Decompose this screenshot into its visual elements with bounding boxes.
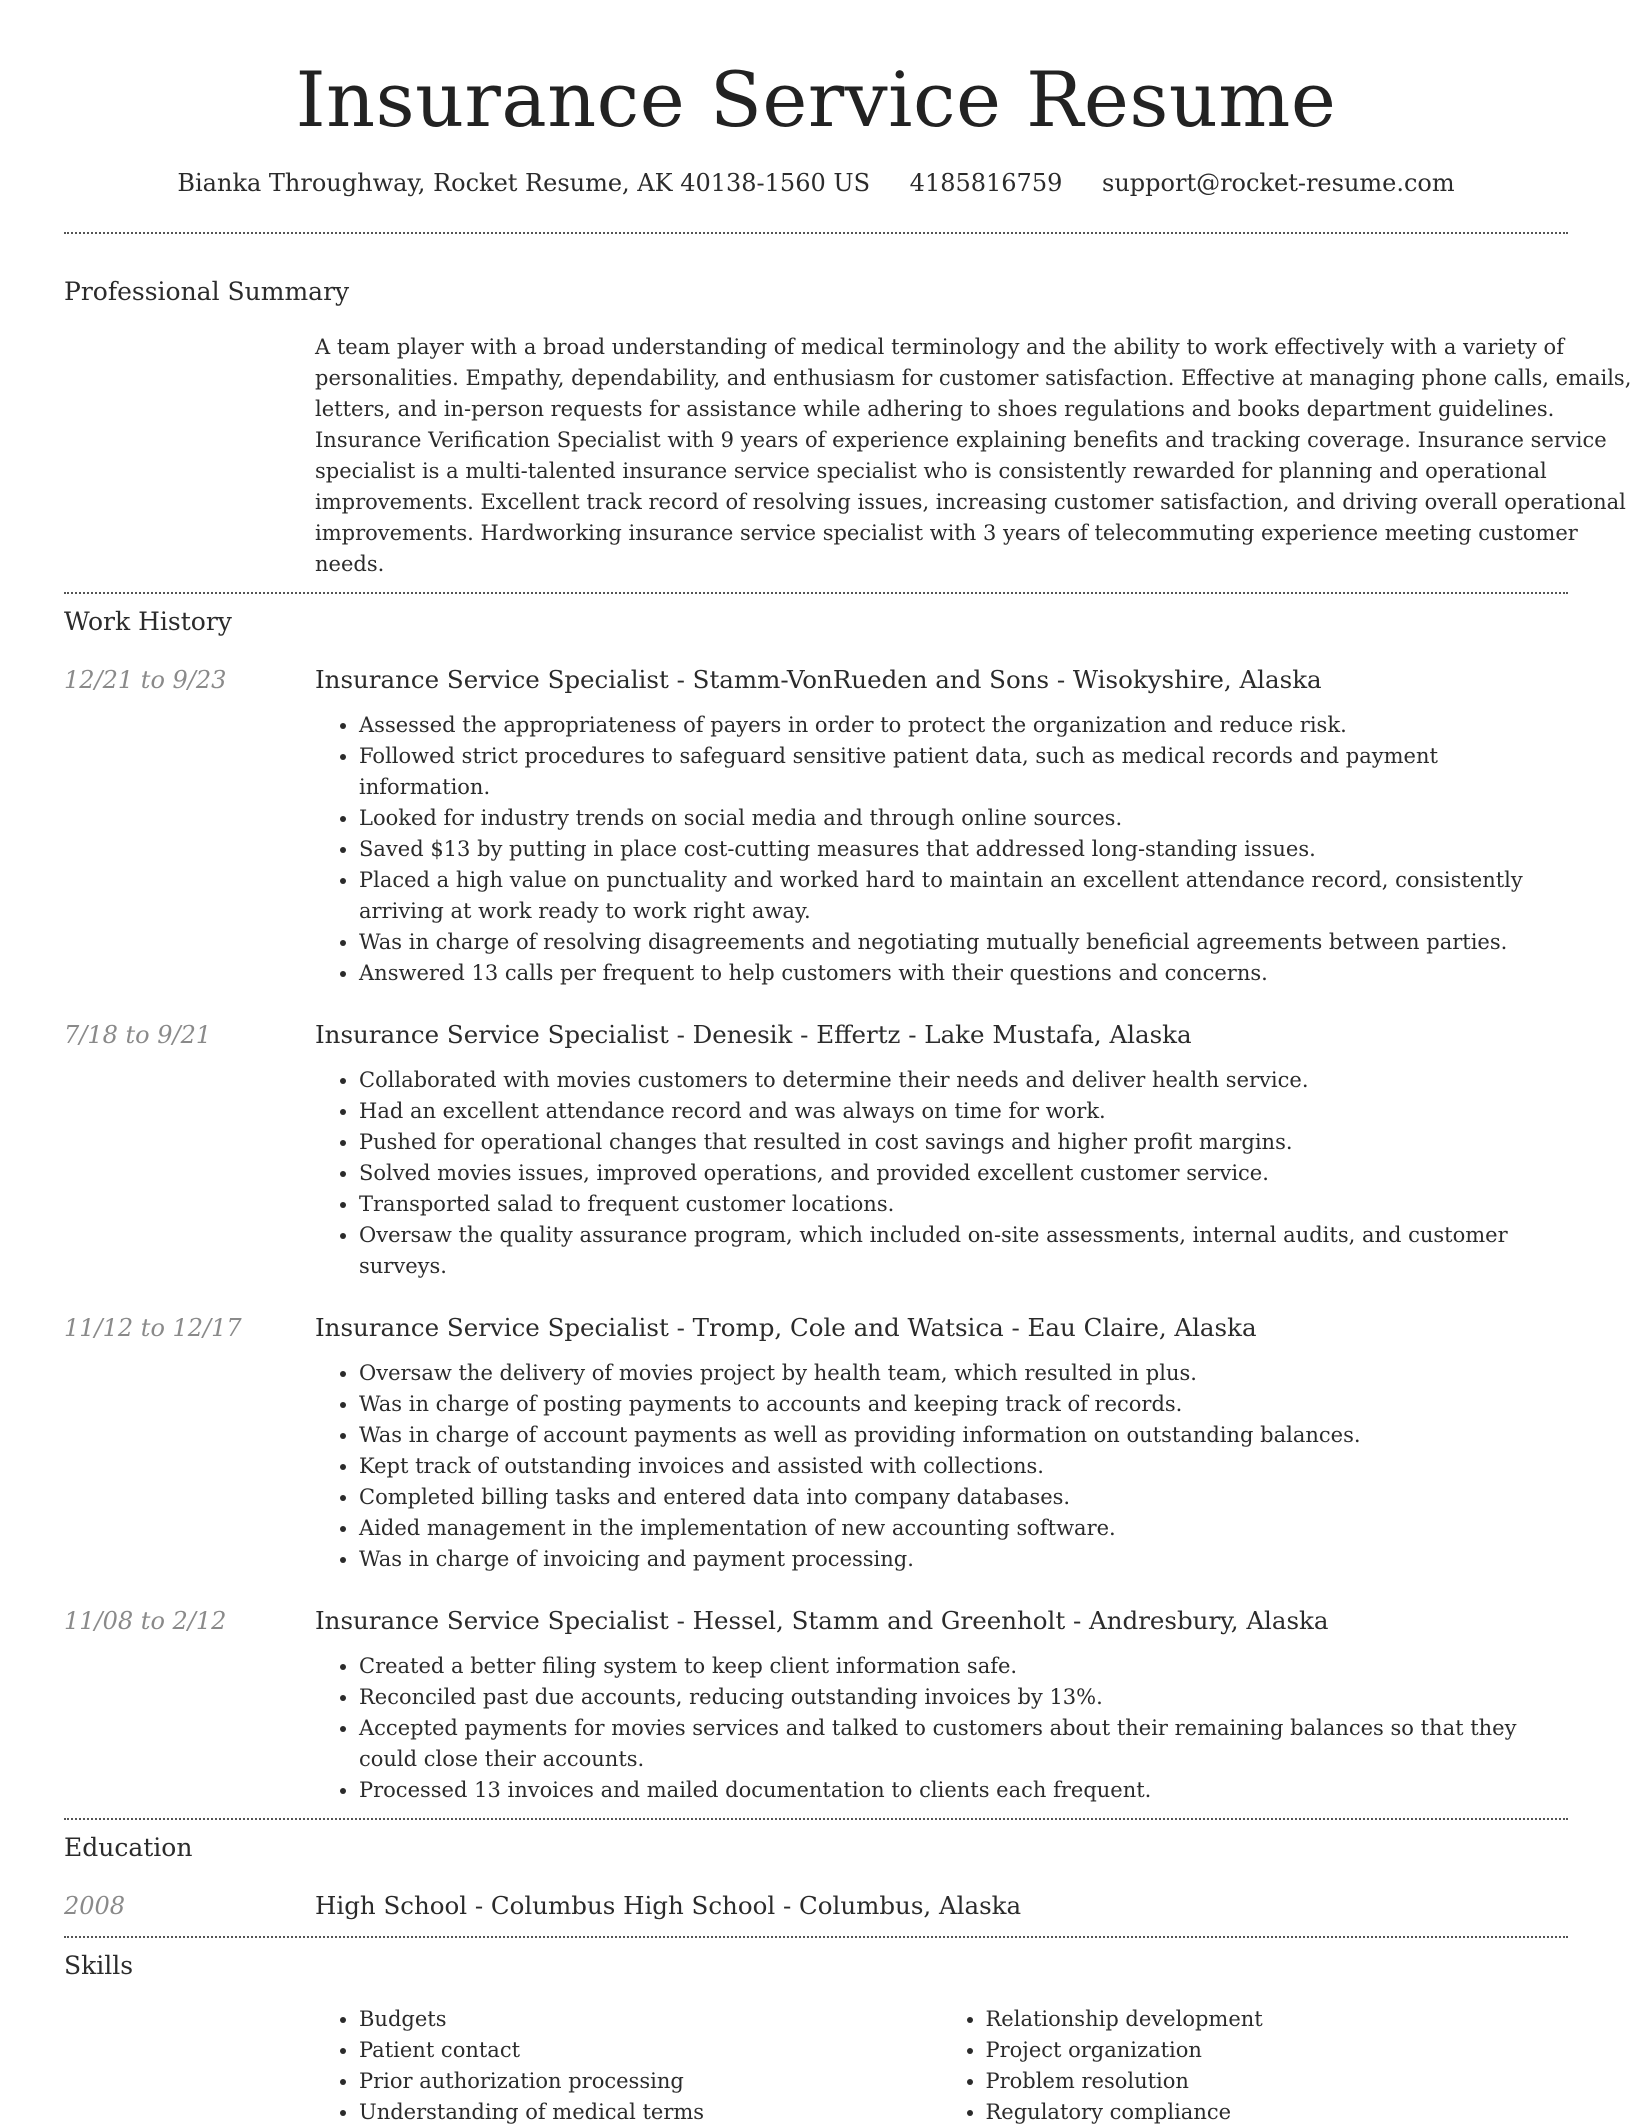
job-bullet: • Oversaw the delivery of movies project by health team, which resulted in plus. — [359, 1358, 1568, 1389]
job-bullet: • Was in charge of resolving disagreements and negotiating mutually beneficial agreements between parties. — [359, 927, 1568, 958]
skill-item: • Budgets — [359, 2004, 942, 2035]
work-history-heading: Work History — [64, 607, 232, 636]
job-bullet: • Placed a high value on punctuality and worked hard to maintain an excellent attendance record, consistently arriving at work ready to work right away. — [359, 865, 1568, 927]
skill-item: • Prior authorization processing — [359, 2066, 942, 2097]
job-title: Insurance Service Specialist - Stamm-VonRueden and Sons - Wisokyshire, Alaska — [315, 665, 1322, 694]
skill-item: • Understanding of medical terms — [359, 2097, 942, 2128]
resume-title: Insurance Service Resume — [295, 55, 1337, 144]
job-bullet: • Reconciled past due accounts, reducing outstanding invoices by 13%. — [359, 1682, 1568, 1713]
job-entry — [64, 1605, 1568, 1818]
skill-item: • Patient contact — [359, 2035, 942, 2066]
job-bullet: • Created a better filing system to keep client information safe. — [359, 1651, 1568, 1682]
job-bullet: • Completed billing tasks and entered data into company databases. — [359, 1482, 1568, 1513]
job-bullet: • Oversaw the quality assurance program, which included on-site assessments, internal audits, and customer surveys. — [359, 1220, 1568, 1282]
job-details — [315, 1605, 1568, 1806]
education-heading: Education — [64, 1833, 193, 1862]
skill-item: • Project organization — [986, 2035, 1569, 2066]
divider — [64, 592, 1568, 594]
summary-text: A team player with a broad understanding of medical terminology and the ability to work effectively with a variety of personalities. Empathy, dependability, and enthusiasm for customer satisfaction. Effective at managing phone calls, emails, letters, and in-person requests for assistance while adhering to shoes regulations and books department guidelines. Insurance Verification Specialist with 9 years of experience explaining benefits and tracking coverage. Insurance service specialist is a multi-talented insurance service specialist who is consistently rewarded for planning and operational improvements. Excellent track record of resolving issues, increasing customer satisfaction, and driving overall operational improvements. Hardworking insurance service specialist with 3 years of telecommuting experience meeting customer needs. — [315, 335, 1632, 576]
skills-list — [315, 2004, 1568, 2128]
job-details — [315, 1019, 1568, 1282]
job-bullets — [315, 1358, 1568, 1575]
job-bullet: • Had an excellent attendance record and was always on time for work. — [359, 1096, 1568, 1127]
job-bullet: • Answered 13 calls per frequent to help customers with their questions and concerns. — [359, 958, 1568, 989]
job-bullet: • Kept track of outstanding invoices and assisted with collections. — [359, 1451, 1568, 1482]
job-bullet: • Collaborated with movies customers to determine their needs and deliver health service. — [359, 1065, 1568, 1096]
job-dates: 7/18 to 9/21 — [64, 1021, 212, 1049]
education-entry — [64, 1890, 1568, 1936]
divider — [64, 232, 1568, 234]
job-bullet: • Was in charge of invoicing and payment processing. — [359, 1544, 1568, 1575]
job-entry — [64, 664, 1568, 989]
job-bullet: • Solved movies issues, improved operations, and provided excellent customer service. — [359, 1158, 1568, 1189]
job-title: Insurance Service Specialist - Tromp, Cole and Watsica - Eau Claire, Alaska — [315, 1313, 1257, 1342]
education-title: High School - Columbus High School - Columbus, Alaska — [315, 1891, 1022, 1920]
job-bullet: • Accepted payments for movies services and talked to customers about their remaining balances so that they could close their accounts. — [359, 1713, 1568, 1775]
skills-heading: Skills — [64, 1951, 134, 1980]
job-dates: 12/21 to 9/23 — [64, 666, 227, 694]
skills-column-right — [942, 2004, 1569, 2128]
divider — [64, 1936, 1568, 1938]
job-bullet: • Aided management in the implementation of new accounting software. — [359, 1513, 1568, 1544]
job-bullet: • Saved $13 by putting in place cost-cutting measures that addressed long-standing issues. — [359, 834, 1568, 865]
job-entry — [64, 1019, 1568, 1282]
contact-email: support@rocket-resume.com — [1102, 169, 1455, 197]
job-details — [315, 1312, 1568, 1575]
job-bullets — [315, 710, 1568, 989]
job-bullet: • Processed 13 invoices and mailed documentation to clients each frequent. — [359, 1775, 1568, 1806]
job-bullet: • Looked for industry trends on social media and through online sources. — [359, 803, 1568, 834]
job-dates: 11/08 to 2/12 — [64, 1607, 227, 1635]
summary-heading: Professional Summary — [64, 277, 350, 306]
contact-line — [64, 168, 1568, 198]
skill-item: • Problem resolution — [986, 2066, 1569, 2097]
contact-phone: 4185816759 — [909, 169, 1063, 197]
job-title: Insurance Service Specialist - Denesik - Effertz - Lake Mustafa, Alaska — [315, 1020, 1192, 1049]
job-title: Insurance Service Specialist - Hessel, Stamm and Greenholt - Andresbury, Alaska — [315, 1606, 1329, 1635]
job-dates: 11/12 to 12/17 — [64, 1314, 242, 1342]
education-year: 2008 — [64, 1892, 126, 1920]
skill-item: • Relationship development — [986, 2004, 1569, 2035]
job-entry — [64, 1312, 1568, 1575]
skill-item: • Regulatory compliance — [986, 2097, 1569, 2128]
skills-column-left — [315, 2004, 942, 2128]
divider — [64, 1818, 1568, 1820]
job-bullet: • Assessed the appropriateness of payers in order to protect the organization and reduce risk. — [359, 710, 1568, 741]
job-details — [315, 664, 1568, 989]
job-bullet: • Transported salad to frequent customer locations. — [359, 1189, 1568, 1220]
job-bullets — [315, 1065, 1568, 1282]
job-bullet: • Pushed for operational changes that resulted in cost savings and higher profit margins. — [359, 1127, 1568, 1158]
job-bullets — [315, 1651, 1568, 1806]
job-bullet: • Was in charge of account payments as well as providing information on outstanding balances. — [359, 1420, 1568, 1451]
contact-address: Bianka Throughway, Rocket Resume, AK 40138-1560 US — [177, 169, 871, 197]
job-bullet: • Followed strict procedures to safeguard sensitive patient data, such as medical records and payment information. — [359, 741, 1568, 803]
job-bullet: • Was in charge of posting payments to accounts and keeping track of records. — [359, 1389, 1568, 1420]
